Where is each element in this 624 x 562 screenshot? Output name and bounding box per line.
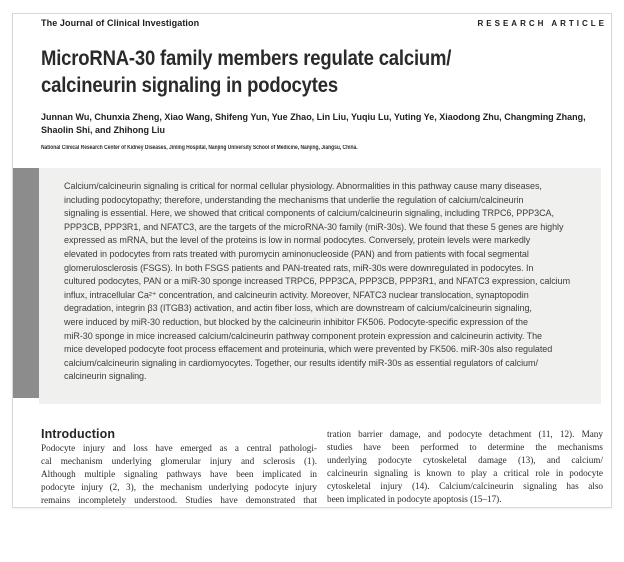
abstract-line: signaling is essential. Here, we showed that critical components of calcium/calcineurin signaling, including TRPC6, PPP3CA, (64, 208, 554, 219)
abstract-line: including podocytopathy; therefore, understanding the mechanisms that underlie the regulation of calcium/calcineurin (64, 194, 524, 205)
abstract-line: influx, intracellular Ca²⁺ concentration, and calcineurin activity. Moreover, NFATC3 nuclear translocation, synaptopodin (64, 289, 529, 300)
article-type-label: RESEARCH ARTICLE (477, 19, 607, 28)
abstract-line: were induced by miR-30 reduction, but blocked by the calcineurin inhibitor FK506. Podocyte-specific expression of the (64, 316, 528, 327)
body-text-line: remains incompletely understood. Studies have demonstrated that (41, 495, 317, 505)
body-text-line: Podocyte injury and loss have emerged as a central pathologi- (41, 443, 317, 453)
page-header (41, 18, 607, 28)
body-text-line: underlying podocyte cytoskeletal damage (13), and calcium/ (327, 455, 603, 465)
body-text-line: podocyte injury (2, 3), the mechanism underlying podocyte injury (41, 482, 317, 492)
body-text-line: calcineurin signaling is known to play a critical role in podocyte (327, 468, 603, 478)
author-list-line: Junnan Wu, Chunxia Zheng, Xiao Wang, Shifeng Yun, Yue Zhao, Lin Liu, Yuqiu Lu, Yuting Ye, Xiaodong Zhu, Changming Zhang, (41, 112, 586, 122)
author-list (41, 111, 609, 136)
abstract-line: Calcium/calcineurin signaling is critical for normal cellular physiology. Abnormalities in this pathway cause many diseases, (64, 181, 542, 191)
abstract-line: elevated in podocytes from rats treated with puromycin aminonucleoside (PAN) and from patients with focal segmental (64, 248, 529, 259)
affiliation: National Clinical Research Center of Kidney Diseases, Jinling Hospital, Nanjing University School of Medicine, Nanjing, Jiangsu, China. (41, 145, 358, 151)
abstract-line: degradation, integrin β3 (ITGB3) activation, and actin fiber loss, which are downstream of calcium/calcineurin signaling, (64, 303, 532, 314)
paper-title-line: MicroRNA-30 family members regulate calcium/ (41, 47, 452, 70)
body-text-line: studies have been performed to determine the mechanisms (327, 442, 603, 452)
intro-right-column (327, 428, 603, 506)
abstract-accent-bar (13, 168, 39, 398)
abstract-line: cultured podocytes, PAN or a miR-30 sponge increased TRPC6, PPP3CA, PPP3CB, PPP3R1, and NFATC3 expression, calcium (64, 276, 571, 287)
section-heading: Introduction (41, 427, 116, 441)
body-text-line: Although multiple signaling pathways have been implicated in (41, 469, 317, 479)
author-list-line: Shaolin Shi, and Zhihong Liu (41, 124, 165, 135)
abstract-line: miR-30 sponge in mice increased calcium/calcineurin pathway component protein expression and calcineurin activity. The (64, 330, 543, 341)
paper-title (41, 45, 604, 99)
abstract-line: expressed as mRNA, but the level of the proteins is low in normal podocytes. Conversely, protein levels were markedly (64, 235, 531, 246)
abstract-text (39, 168, 601, 404)
abstract-line: glomerulosclerosis (FSGS). In both FSGS patients and PAN-treated rats, miR-30s were downregulated in podocytes. In (64, 262, 534, 273)
abstract-line: PPP3CB, PPP3R1, and NFATC3, are the targets of the microRNA-30 family (miR-30s). We found that these 5 genes are highly (64, 221, 564, 232)
abstract-panel (13, 168, 601, 404)
article-page (12, 13, 612, 508)
journal-name: The Journal of Clinical Investigation (41, 18, 200, 28)
body-text-line: cytoskeletal injury (14). Calcium/calcineurin signaling has also (327, 481, 603, 491)
abstract-line: mice developed podocyte foot process effacement and proteinuria, which were prevented by FK506. miR-30s also regulated (64, 344, 553, 355)
paper-title-line: calcineurin signaling in podocytes (41, 74, 338, 97)
abstract-line: calcineurin signaling. (64, 371, 147, 382)
abstract-line: calcium/calcineurin signaling in cardiomyocytes. Together, our results identify miR-30s as essential regulators of calcium/ (64, 357, 538, 368)
intro-left-column (41, 442, 317, 507)
body-text-line: been implicated in podocyte apoptosis (15–17). (327, 494, 502, 504)
body-text-line: cal mechanism underlying glomerular injury and sclerosis (1). (41, 456, 317, 466)
body-text-line: tration barrier damage, and podocyte detachment (11, 12). Many (327, 429, 603, 439)
